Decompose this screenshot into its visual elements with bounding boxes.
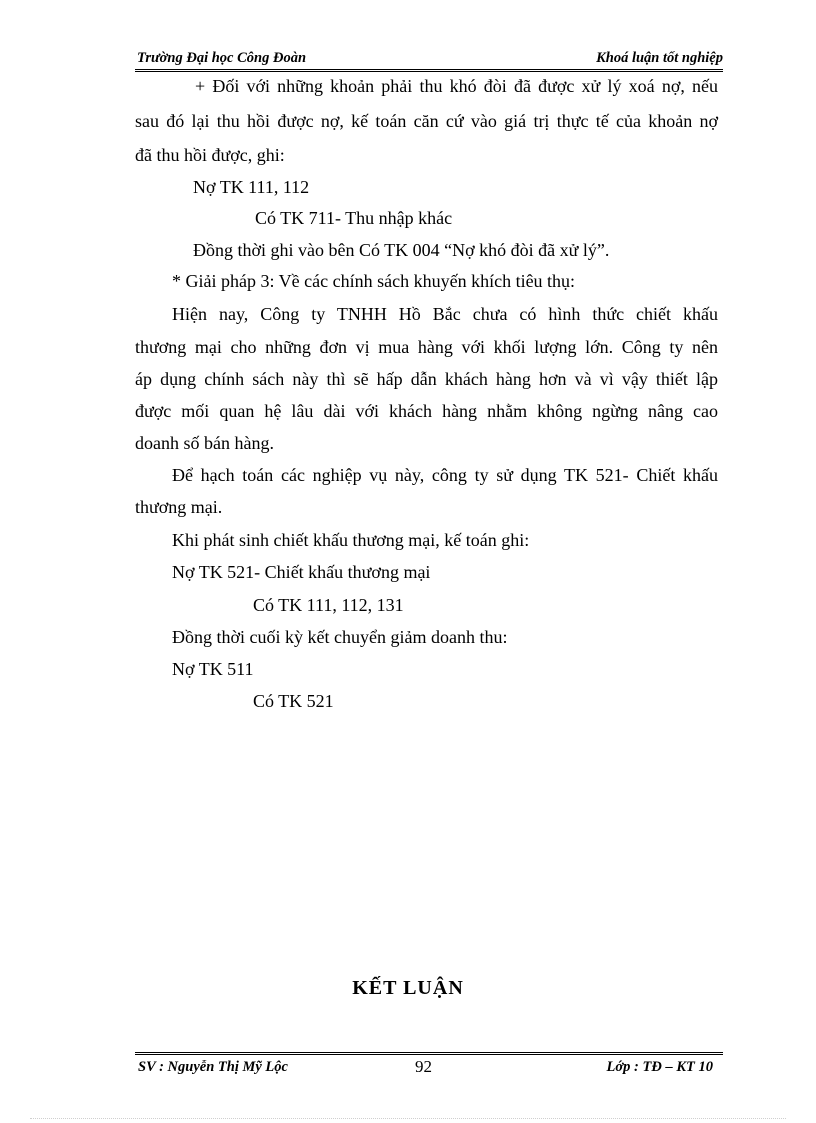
solution3-heading: * Giải pháp 3: Về các chính sách khuyến khích tiêu thụ: — [172, 271, 576, 291]
page-header — [135, 48, 723, 70]
para4: Khi phát sinh chiết khấu thương mại, kế toán ghi: — [172, 530, 530, 550]
para1-line1: + Đối với những khoản phải thu khó đòi đã được xử lý xoá nợ, nếu — [195, 76, 718, 96]
entry1-offbalance: Đồng thời ghi vào bên Có TK 004 “Nợ khó đòi đã xử lý”. — [193, 240, 610, 260]
para3-line2: thương mại. — [135, 497, 223, 517]
footer-class: Lớp : TĐ – KT 10 — [606, 1059, 713, 1075]
footer-rule — [135, 1052, 723, 1055]
page-bottom-border — [30, 1118, 786, 1119]
entry3-credit: Có TK 521 — [253, 691, 334, 711]
para1-line2: sau đó lại thu hồi được nợ, kế toán căn cứ vào giá trị thực tế của khoản nợ — [135, 111, 718, 131]
page-footer — [135, 1057, 723, 1079]
para2-line5: doanh số bán hàng. — [135, 433, 274, 453]
header-rule — [135, 69, 723, 72]
entry1-credit: Có TK 711- Thu nhập khác — [255, 208, 453, 228]
para2-line3: áp dụng chính sách này thì sẽ hấp dẫn khách hàng hơn và vì vậy thiết lập — [135, 369, 718, 389]
para5: Đồng thời cuối kỳ kết chuyển giảm doanh thu: — [172, 627, 508, 647]
footer-student: SV : Nguyễn Thị Mỹ Lộc — [138, 1059, 288, 1075]
header-school: Trường Đại học Công Đoàn — [137, 50, 307, 66]
para2-line4: được mối quan hệ lâu dài với khách hàng nhằm không ngừng nâng cao — [135, 401, 718, 421]
conclusion-heading: KẾT LUẬN — [352, 977, 464, 999]
page-number: 92 — [415, 1057, 432, 1076]
para2-line1: Hiện nay, Công ty TNHH Hồ Bắc chưa có hình thức chiết khấu — [172, 304, 718, 324]
entry3-debit: Nợ TK 511 — [172, 659, 254, 679]
entry2-credit: Có TK 111, 112, 131 — [253, 595, 404, 615]
para1-line3: đã thu hồi được, ghi: — [135, 145, 285, 165]
para3-line1: Để hạch toán các nghiệp vụ này, công ty sử dụng TK 521- Chiết khấu — [172, 465, 718, 485]
entry1-debit: Nợ TK 111, 112 — [193, 177, 310, 197]
para2-line2: thương mại cho những đơn vị mua hàng với khối lượng lớn. Công ty nên — [135, 337, 718, 357]
entry2-debit: Nợ TK 521- Chiết khấu thương mại — [172, 562, 431, 582]
header-doc-type: Khoá luận tốt nghiệp — [596, 50, 723, 66]
